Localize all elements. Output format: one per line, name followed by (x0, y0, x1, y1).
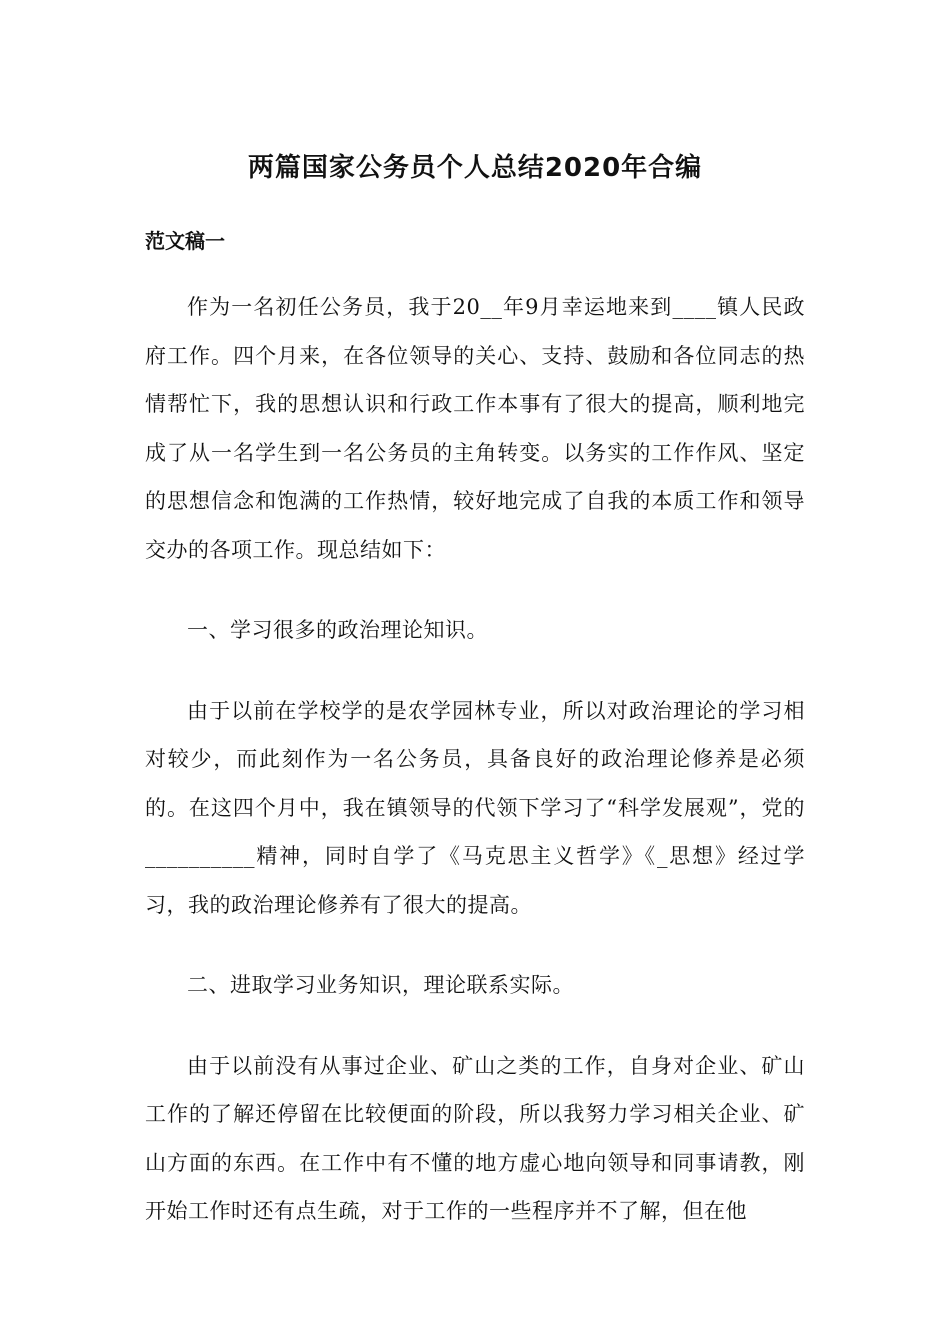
document-body (145, 283, 805, 1268)
paragraph-intro: 作为一名初任公务员，我于20__年9月幸运地来到____镇人民政府工作。四个月来，在各位领导的关心、支持、鼓励和各位同志的热情帮忙下，我的思想认识和行政工作本事有了很大的提高，顺利地完成了从一名学生到一名公务员的主角转变。以务实的工作作风、坚定的思想信念和饱满的工作热情，较好地完成了自我的本质工作和领导交办的各项工作。现总结如下： (145, 295, 805, 562)
paragraph-theory-study: 由于以前在学校学的是农学园林专业，所以对政治理论的学习相对较少，而此刻作为一名公务员，具备良好的政治理论修养是必须的。在这四个月中，我在镇领导的代领下学习了“科学发展观”，党的__________精神，同时自学了《马克思主义哲学》《_思想》经过学习，我的政治理论修养有了很大的提高。 (145, 698, 805, 917)
section-heading: 范文稿一 (145, 229, 225, 253)
paragraph-business-study: 由于以前没有从事过企业、矿山之类的工作，自身对企业、矿山工作的了解还停留在比较便面的阶段，所以我努力学习相关企业、矿山方面的东西。在工作中有不懂的地方虚心地向领导和同事请教，刚开始工作时还有点生疏，对于工作的一些程序并不了解，但在他 (145, 1053, 805, 1223)
paragraph-heading-one: 一、学习很多的政治理论知识。 (187, 618, 488, 642)
document-title: 两篇国家公务员个人总结2020年合编 (247, 153, 703, 183)
paragraph-heading-two: 二、进取学习业务知识，理论联系实际。 (187, 973, 574, 997)
